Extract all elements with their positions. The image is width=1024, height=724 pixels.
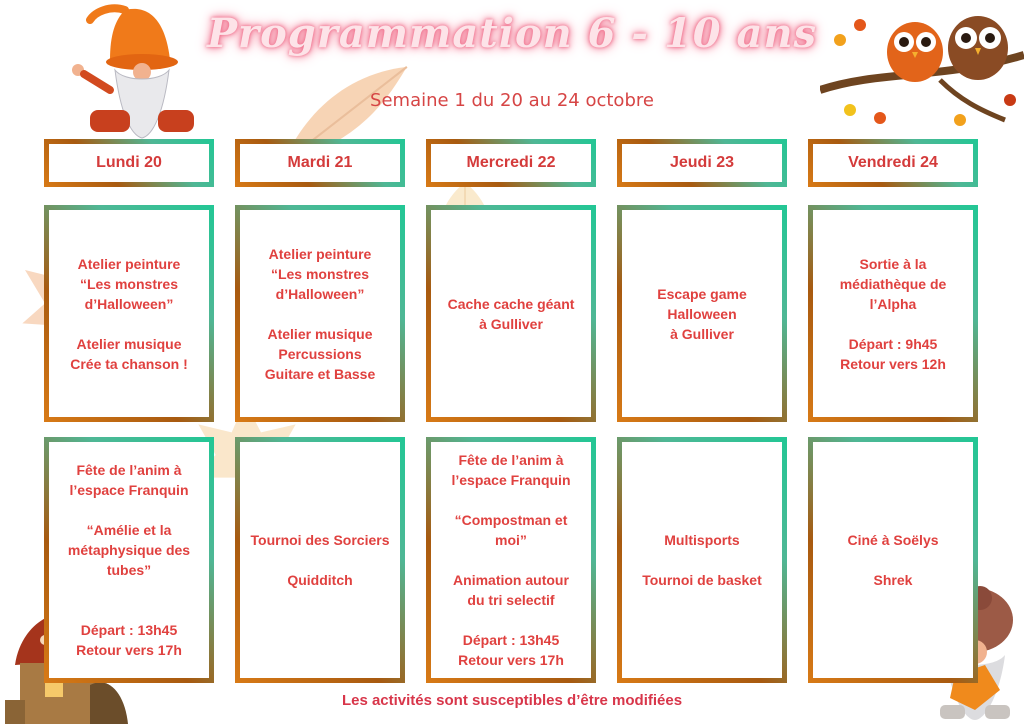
activity-line: Shrek xyxy=(873,572,913,588)
activity-line: moi” xyxy=(495,532,527,548)
activity-line: Fête de l’anim à xyxy=(76,462,182,478)
activity-line: Retour vers 12h xyxy=(840,355,946,372)
activity-line: Halloween xyxy=(667,305,737,322)
activity-line: Départ : 13h45 xyxy=(80,622,178,638)
activity-line: l’espace Franquin xyxy=(451,472,571,488)
afternoon-cell-thursday xyxy=(617,437,787,683)
activity-line: Départ : 13h45 xyxy=(462,632,560,648)
afternoon-cell-monday xyxy=(44,437,214,683)
activity-line: Atelier peinture xyxy=(77,255,181,272)
day-header-monday: Lundi 20 xyxy=(44,139,214,187)
activity-line: Guitare et Basse xyxy=(264,365,376,382)
morning-cell-tuesday xyxy=(235,205,405,422)
activity-line: Multisports xyxy=(664,532,740,548)
activity-line: Atelier musique xyxy=(76,335,182,352)
activity-line: médiathèque de xyxy=(839,275,947,292)
day-header-thursday: Jeudi 23 xyxy=(617,139,787,187)
activity-line: à Gulliver xyxy=(670,325,734,342)
activity-line: Escape game xyxy=(657,285,747,302)
afternoon-cell-wednesday xyxy=(426,437,596,683)
activity-line: Crée ta chanson ! xyxy=(70,355,188,372)
activity-line: Retour vers 17h xyxy=(458,652,564,668)
activity-line: Fête de l’anim à xyxy=(458,452,564,468)
activity-line: Départ : 9h45 xyxy=(848,335,938,352)
activity-line: d’Halloween” xyxy=(84,295,174,312)
morning-cell-friday xyxy=(808,205,978,422)
activity-line: à Gulliver xyxy=(479,315,543,332)
activity-line: Cache cache géant xyxy=(447,295,575,312)
activity-line: l’Alpha xyxy=(869,295,917,312)
morning-cell-wednesday xyxy=(426,205,596,422)
morning-cell-monday xyxy=(44,205,214,422)
activity-line: Atelier musique xyxy=(267,325,373,342)
afternoon-cell-friday xyxy=(808,437,978,683)
activity-line: “Les monstres xyxy=(270,265,370,282)
activity-line: “Amélie et la xyxy=(86,522,172,538)
disclaimer-footer: Les activités sont susceptibles d’être modifiées xyxy=(341,692,683,709)
activity-line: “Les monstres xyxy=(79,275,179,292)
afternoon-cell-tuesday xyxy=(235,437,405,683)
week-subtitle: Semaine 1 du 20 au 24 octobre xyxy=(370,90,654,111)
day-header-wednesday: Mercredi 22 xyxy=(426,139,596,187)
activity-line: Quidditch xyxy=(287,572,353,588)
day-header-tuesday: Mardi 21 xyxy=(235,139,405,187)
activity-line: métaphysique des xyxy=(67,542,191,558)
activity-line: d’Halloween” xyxy=(275,285,365,302)
activity-line: tubes” xyxy=(106,562,152,578)
activity-line: Animation autour xyxy=(453,572,569,588)
activity-line: Tournoi de basket xyxy=(642,572,762,588)
activity-line: Atelier peinture xyxy=(268,245,372,262)
activity-line: Tournoi des Sorciers xyxy=(250,532,390,548)
activity-line: Percussions xyxy=(278,345,362,362)
morning-cell-thursday xyxy=(617,205,787,422)
activity-line: “Compostman et xyxy=(454,512,568,528)
activity-line: l’espace Franquin xyxy=(69,482,189,498)
day-header-friday: Vendredi 24 xyxy=(808,139,978,187)
activity-line: Ciné à Soëlys xyxy=(847,532,939,548)
page-title: Programmation 6 - 10 ans xyxy=(206,10,818,57)
activity-line: Retour vers 17h xyxy=(76,642,182,658)
activity-line: Sortie à la xyxy=(859,255,927,272)
activity-line: du tri selectif xyxy=(467,592,555,608)
